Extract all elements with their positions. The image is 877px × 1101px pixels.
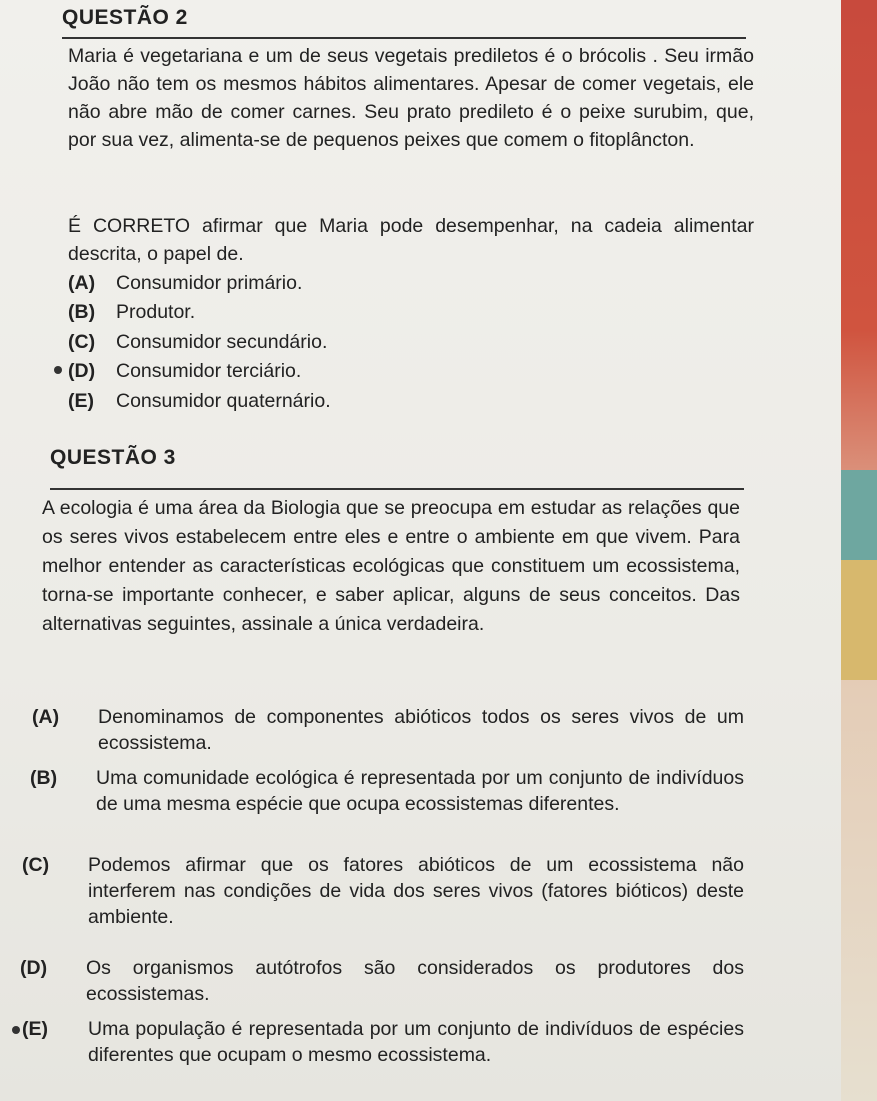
question-2-title: QUESTÃO 2 <box>62 6 188 29</box>
question-3-option-a[interactable]: (A) Denominamos de componentes abióticos todos os seres vivos de um ecossistema. <box>32 706 744 754</box>
question-3-option-d[interactable]: (D) Os organismos autótrofos são considerados os produtores dos ecossistemas. <box>20 957 744 1005</box>
question-2-option-b[interactable]: (B) Produtor. <box>68 301 196 323</box>
question-2-prompt: É CORRETO afirmar que Maria pode desempenhar, na cadeia alimentar descrita, o papel de. <box>68 215 754 265</box>
question-2-option-a[interactable]: (A) Consumidor primário. <box>68 272 303 294</box>
question-2-option-c[interactable]: (C) Consumidor secundário. <box>68 331 328 353</box>
question-3-title: QUESTÃO 3 <box>50 446 176 469</box>
question-2-option-e[interactable]: (E) Consumidor quaternário. <box>68 390 331 412</box>
question-3-option-b[interactable]: (B) Uma comunidade ecológica é representada por um conjunto de indivíduos de uma mesma espécie que ocupa ecossistemas diferentes. <box>30 767 744 815</box>
answer-mark-icon <box>54 366 62 374</box>
question-3-option-c[interactable]: (C) Podemos afirmar que os fatores abióticos de um ecossistema não interferem nas condições de vida dos seres vivos (fatores bióticos) deste ambiente. <box>22 854 744 928</box>
question-2-rule <box>62 37 746 39</box>
question-3-rule <box>50 488 744 490</box>
question-3-option-e[interactable]: (E) Uma população é representada por um conjunto de indivíduos de espécies diferentes que ocupam o mesmo ecossistema. <box>22 1018 744 1066</box>
question-2-option-d[interactable]: (D) Consumidor terciário. <box>68 360 302 382</box>
answer-mark-icon <box>12 1026 20 1034</box>
question-2-statement: Maria é vegetariana e um de seus vegetais prediletos é o brócolis . Seu irmão João não tem os mesmos hábitos alimentares. Apesar de comer vegetais, ele não abre mão de comer carnes. Seu prato predileto é o peixe surubim, que, por sua vez, alimenta-se de pequenos peixes que comem o fitoplâncton. <box>68 45 754 151</box>
question-3-statement: A ecologia é uma área da Biologia que se preocupa em estudar as relações que os seres vivos estabelecem entre eles e entre o ambiente em que vivem. Para melhor entender as características ecológicas que constituem um ecossistema, torna-se importante conhecer, e saber aplicar, alguns de seus conceitos. Das alternativas seguintes, assinale a única verdadeira. <box>42 497 740 635</box>
page-edge-background <box>841 0 877 1101</box>
